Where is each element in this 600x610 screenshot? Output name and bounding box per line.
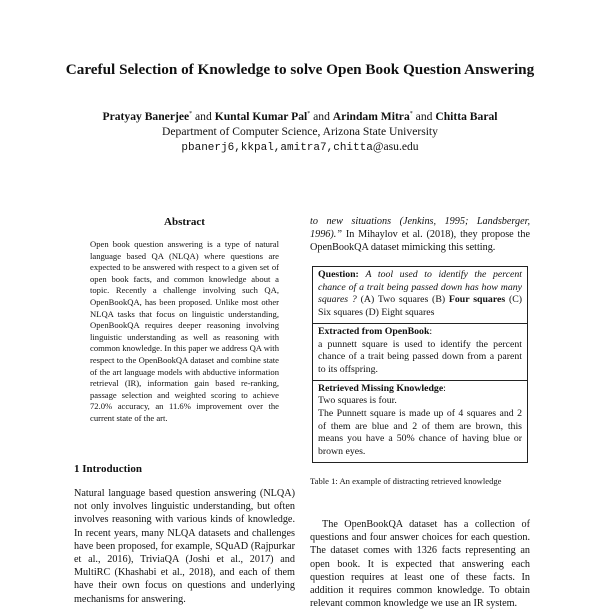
retrieved-line-2: The Punnett square is made up of 4 squares and 2 of them are blue and 2 of them are brown, this means you have a 50% chance of having blue or brown eyes. bbox=[318, 408, 522, 458]
author-name: Kuntal Kumar Pal bbox=[214, 109, 308, 123]
correct-option: Four squares bbox=[448, 294, 506, 306]
author-block bbox=[0, 107, 600, 156]
retrieved-section: Retrieved Missing Knowledge: Two squares is four. The Punnett square is made up of 4 squares and 2 of them are blue and 2 of them are brown, this means you have a 50% chance of having blue or brown eyes. bbox=[318, 382, 522, 458]
author-mark: * bbox=[307, 111, 311, 117]
and-word: and bbox=[313, 109, 330, 123]
author-mark: * bbox=[409, 111, 413, 117]
introduction-heading: 1 Introduction bbox=[74, 463, 142, 475]
continuation-text: In Mihaylov et al. (2018), they propose the OpenBookQA dataset mimicking this setting. bbox=[310, 229, 530, 254]
options-pre: (A) Two squares (B) bbox=[360, 294, 446, 306]
author-name: Chitta Baral bbox=[435, 109, 498, 123]
affiliation: Department of Computer Science, Arizona State University bbox=[162, 124, 438, 138]
extracted-section: Extracted from OpenBook: a punnett square is used to identify the percent chance of a trait being passed down from a parent to its offspring. bbox=[313, 324, 527, 381]
emails bbox=[0, 139, 600, 156]
retrieved-line-1: Two squares is four. bbox=[318, 395, 397, 407]
introduction-text: Natural language based question answering (NLQA) not only involves linguistic understanding, but often involves reasoning with various kinds of knowledge. In recent years, many NLQA datasets and challenges have been proposed, for example, SQuAD (Rajpurkar et al., 2016), TriviaQA (Joshi et al., 2017) and MultiRC (Khashabi et al., 2018), and each of them have their own focus on questions and underlying mechanisms for answering. bbox=[74, 488, 295, 605]
author-name: Pratyay Banerjee bbox=[102, 109, 190, 123]
paper-title: Careful Selection of Knowledge to solve Open Book Question Answering bbox=[65, 61, 535, 78]
right-column-paragraph: The OpenBookQA dataset has a collection of questions and four answer choices for each question. The dataset comes with 1326 facts representing an open book. It is expected that answering each question requires at least one of these facts. In addition it requires common knowledge. To obtain relevant common knowledge we use an IR system. bbox=[310, 519, 530, 610]
and-word: and bbox=[195, 109, 212, 123]
abstract-text: Open book question answering is a type of natural language based QA (NLQA) where questions are expected to be answered with respect to a given set of open book facts, and common knowledge about a topic. Recently a challenge involving such QA, OpenBookQA, has been proposed. Unlike most other NLQA tasks that focus on linguistic understanding, OpenBookQA requires deeper reasoning involving linguistic understanding as well as reasoning with common knowledge. In this paper we address QA with respect to the OpenBookQA dataset and combine state of the art language models with abductive information retrieval (IR), information gain based re-ranking, passage selection and weighted scoring to achieve 72.0% accuracy, an 11.6% improvement over the current state of the art. bbox=[90, 239, 279, 423]
right-column-intro bbox=[310, 215, 530, 255]
options-post: (C) Six squares (D) Eight squares bbox=[318, 294, 523, 319]
question-section bbox=[313, 267, 527, 324]
extracted-label: Extracted from OpenBook bbox=[318, 325, 430, 337]
table-caption: Table 1: An example of distracting retrieved knowledge bbox=[310, 476, 502, 486]
email-ids: pbanerj6,kkpal,amitra7,chitta bbox=[181, 141, 373, 154]
author-name: Arindam Mitra bbox=[332, 109, 410, 123]
author-list bbox=[0, 107, 600, 124]
question-text: A tool used to identify the percent chance of a trait being passed down has how many squares ? bbox=[318, 269, 523, 306]
email-domain: @asu.edu bbox=[372, 139, 419, 153]
quote-text: to new situations (Jenkins, 1995; Landsberger, 1996).” bbox=[310, 216, 530, 241]
extracted-text: a punnett square is used to identify the percent chance of a trait being passed down from a parent to its offspring. bbox=[318, 338, 522, 375]
author-mark: * bbox=[189, 111, 193, 117]
abstract-heading: Abstract bbox=[164, 216, 205, 228]
retrieved-label: Retrieved Missing Knowledge bbox=[318, 382, 444, 394]
example-table bbox=[312, 266, 528, 463]
and-word: and bbox=[415, 109, 433, 123]
question-label: Question: bbox=[318, 269, 359, 280]
